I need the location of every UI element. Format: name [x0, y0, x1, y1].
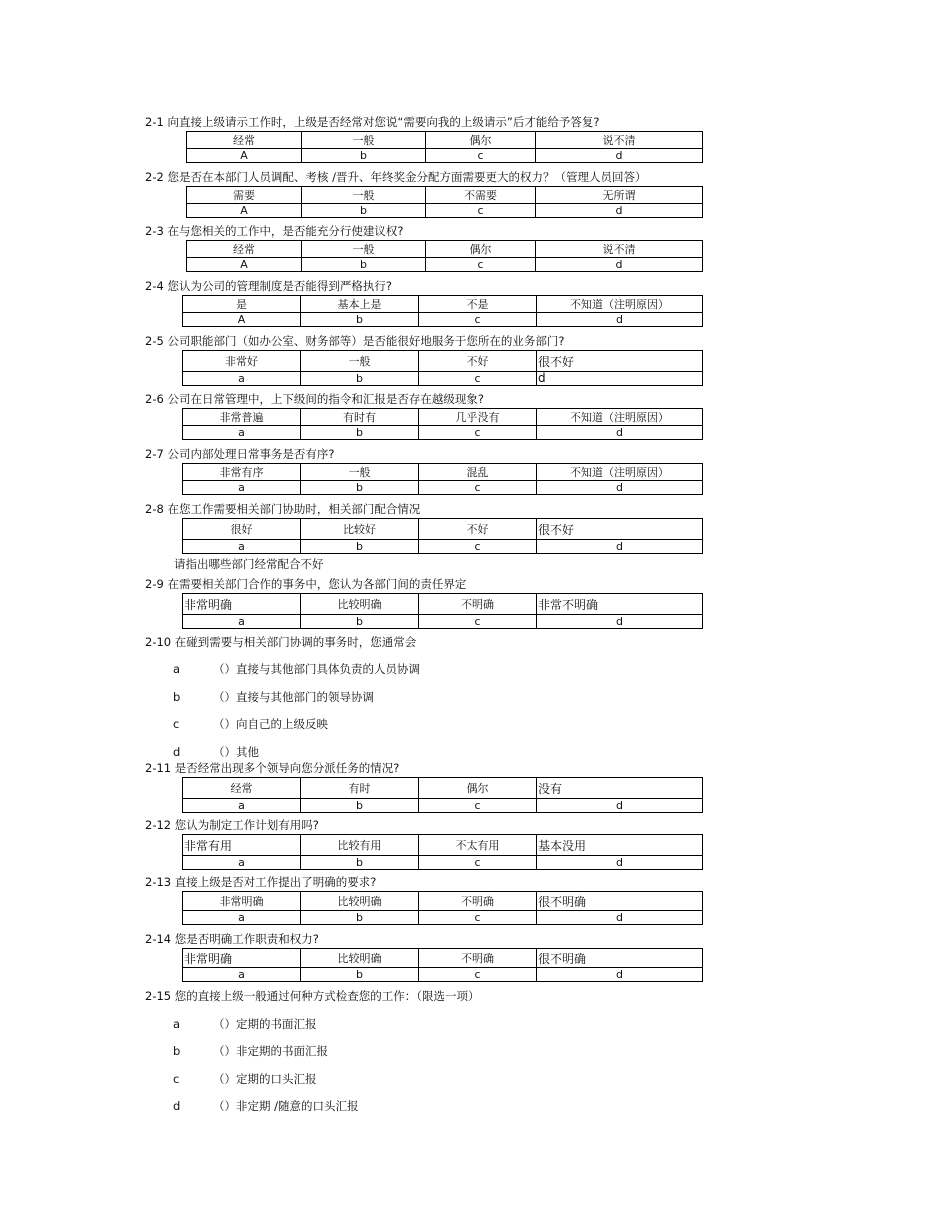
option-letter: c [419, 426, 537, 440]
option-letter: c [426, 204, 536, 218]
choice-key: b [173, 690, 181, 704]
option-label[interactable]: 经常 [183, 778, 301, 799]
option-label[interactable]: 偶尔 [426, 241, 536, 258]
option-label[interactable]: 不太有用 [419, 835, 537, 856]
option-label[interactable]: 一般 [302, 241, 426, 258]
option-label[interactable]: 不知道（注明原因） [537, 464, 703, 481]
question-2-1: 2-1 向直接上级请示工作时，上级是否经常对您说“需要向我的上级请示”后才能给予答复? [145, 115, 600, 129]
option-letter: c [419, 911, 537, 925]
option-label[interactable]: 非常明确 [183, 949, 301, 968]
option-label[interactable]: 非常明确 [183, 892, 301, 911]
option-label[interactable]: 一般 [302, 132, 426, 149]
choice-text: （）定期的口头汇报 [213, 1072, 317, 1086]
option-label[interactable]: 无所谓 [536, 187, 703, 204]
option-label[interactable]: 不知道（注明原因） [537, 409, 703, 426]
choice-text: （）非定期的书面汇报 [213, 1044, 328, 1058]
option-letter: d [537, 799, 703, 813]
options-table-2-3 [186, 240, 703, 272]
options-table-2-9 [182, 593, 703, 629]
option-label[interactable]: 经常 [187, 132, 302, 149]
option-label[interactable]: 很好 [183, 519, 301, 540]
choice-key: a [173, 662, 181, 676]
option-letter: c [426, 258, 536, 272]
option-letter: d [537, 313, 703, 327]
option-label[interactable]: 非常明确 [183, 594, 301, 615]
option-label[interactable]: 不明确 [419, 892, 537, 911]
question-2-9: 2-9 在需要相关部门合作的事务中，您认为各部门间的责任界定 [145, 577, 467, 591]
option-label[interactable]: 基本上是 [301, 296, 419, 313]
option-label[interactable]: 非常不明确 [537, 594, 703, 615]
options-table-2-2 [186, 186, 703, 218]
option-label[interactable]: 比较有用 [301, 835, 419, 856]
option-letter: b [301, 911, 419, 925]
option-letter: A [187, 149, 302, 163]
question-2-8: 2-8 在您工作需要相关部门协助时，相关部门配合情况 [145, 502, 421, 516]
option-letter: A [187, 258, 302, 272]
option-letter: b [301, 481, 419, 495]
option-label[interactable]: 非常好 [183, 351, 301, 372]
option-label[interactable]: 一般 [301, 351, 419, 372]
option-letter: c [419, 856, 537, 870]
option-label[interactable]: 很不好 [537, 519, 703, 540]
option-label[interactable]: 没有 [537, 778, 703, 799]
question-2-12: 2-12 您认为制定工作计划有用吗? [145, 818, 319, 832]
option-label[interactable]: 不需要 [426, 187, 536, 204]
option-letter: b [301, 540, 419, 554]
options-table-2-5 [182, 350, 703, 386]
option-label[interactable]: 有时有 [301, 409, 419, 426]
option-letter: A [187, 204, 302, 218]
option-letter: b [302, 258, 426, 272]
option-letter: a [183, 481, 301, 495]
option-label[interactable]: 是 [183, 296, 301, 313]
choice-text: （）定期的书面汇报 [213, 1017, 317, 1031]
option-letter: c [419, 540, 537, 554]
choice-key: c [173, 717, 180, 731]
option-label[interactable]: 偶尔 [419, 778, 537, 799]
option-letter: d [537, 615, 703, 629]
option-label[interactable]: 不好 [419, 519, 537, 540]
choice-key: b [173, 1044, 181, 1058]
choice-text: （）向自己的上级反映 [213, 717, 328, 731]
option-letter: d [536, 258, 703, 272]
options-table-2-13 [182, 891, 703, 925]
choice-text: （）直接与其他部门的领导协调 [213, 690, 374, 704]
option-letter: b [301, 313, 419, 327]
question-2-6: 2-6 公司在日常管理中，上下级间的指令和汇报是否存在越级现象? [145, 392, 485, 406]
option-label[interactable]: 非常有用 [183, 835, 301, 856]
question-2-14: 2-14 您是否明确工作职责和权力? [145, 932, 319, 946]
option-label[interactable]: 偶尔 [426, 132, 536, 149]
choice-text: （）非定期 /随意的口头汇报 [213, 1099, 359, 1113]
option-letter: d [537, 481, 703, 495]
option-letter: c [419, 615, 537, 629]
options-table-2-11 [182, 777, 703, 813]
option-label[interactable]: 一般 [302, 187, 426, 204]
option-label[interactable]: 不明确 [419, 949, 537, 968]
question-2-13: 2-13 直接上级是否对工作提出了明确的要求? [145, 875, 377, 889]
option-letter: c [426, 149, 536, 163]
option-label[interactable]: 很不好 [537, 351, 703, 372]
choice-text: （）直接与其他部门具体负责的人员协调 [213, 662, 420, 676]
option-letter: a [183, 799, 301, 813]
choice-key: a [173, 1017, 181, 1031]
question-2-2: 2-2 您是否在本部门人员调配、考核 /晋升、年终奖金分配方面需要更大的权力？（管理人员回答） [145, 170, 647, 184]
option-letter: a [183, 615, 301, 629]
option-label[interactable]: 不明确 [419, 594, 537, 615]
option-label[interactable]: 基本没用 [537, 835, 703, 856]
option-label[interactable]: 比较好 [301, 519, 419, 540]
option-letter: d [537, 856, 703, 870]
option-letter: a [183, 911, 301, 925]
option-letter: b [302, 149, 426, 163]
option-letter: b [301, 799, 419, 813]
option-letter: a [183, 372, 301, 386]
options-table-2-12 [182, 834, 703, 870]
option-label[interactable]: 不知道（注明原因） [537, 296, 703, 313]
option-label[interactable]: 几乎没有 [419, 409, 537, 426]
question-2-4: 2-4 您认为公司的管理制度是否能得到严格执行? [145, 279, 393, 293]
options-table-2-6 [182, 408, 703, 440]
option-label[interactable]: 比较明确 [301, 892, 419, 911]
question-2-3: 2-3 在与您相关的工作中，是否能充分行使建议权? [145, 224, 404, 238]
option-letter: b [301, 426, 419, 440]
option-letter: b [301, 615, 419, 629]
option-label[interactable]: 非常有序 [183, 464, 301, 481]
choice-text: （）其他 [213, 745, 259, 759]
choice-key: c [173, 1072, 180, 1086]
option-label[interactable]: 有时 [301, 778, 419, 799]
options-table-2-14 [182, 948, 703, 982]
note-2-8: 请指出哪些部门经常配合不好 [174, 557, 324, 571]
option-letter: b [301, 856, 419, 870]
option-label[interactable]: 说不清 [536, 132, 703, 149]
option-letter: c [419, 799, 537, 813]
option-letter: b [301, 372, 419, 386]
option-label[interactable]: 比较明确 [301, 594, 419, 615]
option-letter: b [301, 968, 419, 982]
option-label[interactable]: 不好 [419, 351, 537, 372]
option-label[interactable]: 不是 [419, 296, 537, 313]
option-letter: d [537, 372, 703, 386]
choice-key: d [173, 1099, 181, 1113]
option-letter: a [183, 856, 301, 870]
question-2-7: 2-7 公司内部处理日常事务是否有序? [145, 447, 335, 461]
option-label[interactable]: 很不明确 [537, 892, 703, 911]
options-table-2-8 [182, 518, 703, 554]
option-label[interactable]: 非常普遍 [183, 409, 301, 426]
option-label[interactable]: 混乱 [419, 464, 537, 481]
option-letter: c [419, 372, 537, 386]
question-2-11: 2-11 是否经常出现多个领导向您分派任务的情况? [145, 761, 400, 775]
question-2-5: 2-5 公司职能部门（如办公室、财务部等）是否能很好地服务于您所在的业务部门? [145, 334, 565, 348]
option-label[interactable]: 经常 [187, 241, 302, 258]
question-2-10: 2-10 在碰到需要与相关部门协调的事务时，您通常会 [145, 635, 417, 649]
choice-key: d [173, 745, 181, 759]
options-table-2-4 [182, 295, 703, 327]
option-label[interactable]: 很不明确 [537, 949, 703, 968]
option-letter: c [419, 313, 537, 327]
option-letter: a [183, 540, 301, 554]
option-letter: d [536, 149, 703, 163]
option-label[interactable]: 需要 [187, 187, 302, 204]
option-letter: A [183, 313, 301, 327]
option-label[interactable]: 比较明确 [301, 949, 419, 968]
option-letter: a [183, 426, 301, 440]
question-2-15: 2-15 您的直接上级一般通过何种方式检查您的工作：（限选一项） [145, 989, 480, 1003]
option-letter: d [537, 911, 703, 925]
option-letter: a [183, 968, 301, 982]
option-letter: d [537, 426, 703, 440]
options-table-2-1 [186, 131, 703, 163]
option-label[interactable]: 一般 [301, 464, 419, 481]
option-letter: b [302, 204, 426, 218]
option-letter: d [537, 540, 703, 554]
option-letter: c [419, 968, 537, 982]
option-label[interactable]: 说不清 [536, 241, 703, 258]
option-letter: d [536, 204, 703, 218]
option-letter: d [537, 968, 703, 982]
options-table-2-7 [182, 463, 703, 495]
option-letter: c [419, 481, 537, 495]
